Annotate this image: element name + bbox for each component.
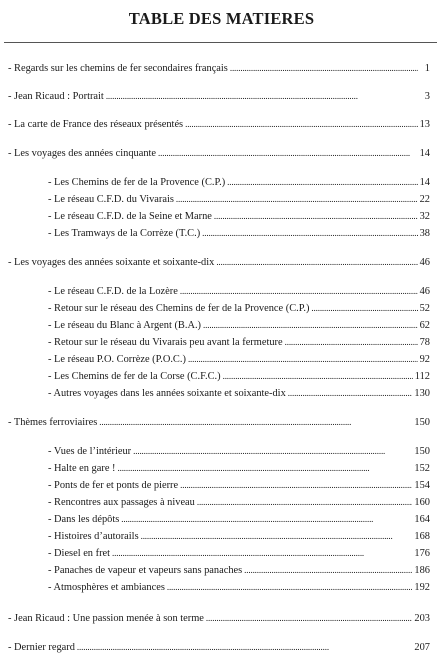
toc-entry: [8, 147, 430, 160]
toc-entry-page: 62: [419, 320, 430, 331]
toc-entry-label: - Panaches de vapeur et vapeurs sans panaches: [48, 565, 243, 576]
toc-entry-page: 154: [414, 480, 430, 491]
leader-dots: [227, 176, 417, 189]
toc-entry-page: 186: [414, 565, 430, 576]
leader-dots: [118, 462, 413, 475]
toc-entry-page: 13: [419, 119, 430, 130]
leader-dots: [197, 496, 413, 509]
leader-dots: [176, 193, 418, 206]
toc-entry-label: - Ponts de fer et ponts de pierre: [48, 480, 179, 491]
toc-entry-label: - Le réseau du Blanc à Argent (B.A.): [48, 320, 202, 331]
leader-dots: [244, 564, 412, 577]
toc-entry: [8, 641, 430, 654]
toc-subentry: [48, 581, 430, 594]
toc-entry-label: - Retour sur le réseau des Chemins de fer de la Provence (C.P.): [48, 303, 310, 314]
page-title: TABLE DES MATIERES: [128, 9, 315, 28]
toc-entry-page: 203: [414, 613, 430, 624]
leader-dots: [214, 210, 418, 223]
toc-entry-label: - Jean Ricaud : Une passion menée à son terme: [8, 613, 204, 624]
leader-dots: [285, 336, 418, 349]
leader-dots: [121, 513, 412, 526]
toc-entry-page: 14: [419, 177, 430, 188]
leader-dots: [230, 62, 418, 75]
toc-entry-page: 38: [419, 228, 430, 239]
toc-subentry: [48, 336, 430, 349]
toc-entry-label: - Le réseau P.O. Corrèze (P.O.C.): [48, 354, 186, 365]
toc-entry-label: - Le réseau C.F.D. de la Seine et Marne: [48, 211, 212, 222]
toc-entry-page: 168: [414, 531, 430, 542]
toc-subentry: [48, 302, 430, 315]
toc-subentry: [48, 210, 430, 223]
leader-dots: [180, 479, 412, 492]
toc-subentry: [48, 387, 430, 400]
leader-dots: [112, 547, 412, 560]
toc-subentry: [48, 353, 430, 366]
leader-dots: [99, 416, 412, 429]
toc-entry: [8, 612, 430, 625]
toc-entry-page: 152: [414, 463, 430, 474]
leader-dots: [223, 370, 413, 383]
toc-entry-page: 14: [419, 148, 430, 159]
title-divider: [4, 42, 437, 43]
toc-entry-page: 160: [414, 497, 430, 508]
leader-dots: [180, 285, 418, 298]
toc-subentry: [48, 479, 430, 492]
leader-dots: [77, 641, 412, 654]
toc-entry-label: - Histoires d’autorails: [48, 531, 139, 542]
leader-dots: [216, 256, 417, 269]
toc-entry-label: - Les voyages des années cinquante: [8, 148, 157, 159]
toc-subentry: [48, 462, 430, 475]
toc-entry-label: - Les Tramways de la Corrèze (T.C.): [48, 228, 201, 239]
toc-subentry: [48, 176, 430, 189]
toc-subentry: [48, 319, 430, 332]
leader-dots: [167, 581, 413, 594]
toc-entry-page: 176: [414, 548, 430, 559]
toc-entry-page: 46: [419, 286, 430, 297]
toc-entry-page: 164: [414, 514, 430, 525]
toc-entry: [8, 256, 430, 269]
toc-entry-label: - Le réseau C.F.D. de la Lozère: [48, 286, 178, 297]
leader-dots: [206, 612, 412, 625]
toc-entry-page: 3: [424, 91, 430, 102]
toc-subentry: [48, 513, 430, 526]
toc-entry-label: - Les voyages des années soixante et soixante-dix: [8, 257, 215, 268]
toc-entry-page: 22: [419, 194, 430, 205]
toc-entry: [8, 416, 430, 429]
toc-entry-page: 1: [424, 63, 430, 74]
leader-dots: [106, 90, 418, 103]
toc-subentry: [48, 227, 430, 240]
leader-dots: [311, 302, 417, 315]
toc-entry-label: - Dans les dépôts: [48, 514, 120, 525]
toc-subentry: [48, 285, 430, 298]
toc-subentry: [48, 370, 430, 383]
toc-entry: [8, 118, 430, 131]
toc-entry-page: 46: [419, 257, 430, 268]
toc-subentry: [48, 496, 430, 509]
leader-dots: [203, 319, 418, 332]
leader-dots: [141, 530, 413, 543]
toc-entry-label: - Les Chemins de fer de la Provence (C.P.): [48, 177, 226, 188]
toc-entry-page: 192: [414, 582, 430, 593]
toc-subentry: [48, 445, 430, 458]
toc-entry-page: 78: [419, 337, 430, 348]
toc-entry-label: - Les Chemins de fer de la Corse (C.F.C.): [48, 371, 221, 382]
toc-entry-label: - Thèmes ferroviaires: [8, 417, 98, 428]
leader-dots: [158, 147, 418, 160]
toc-entry-label: - Retour sur le réseau du Vivarais peu avant la fermeture: [48, 337, 283, 348]
toc-entry-label: - Jean Ricaud : Portrait: [8, 91, 104, 102]
toc-entry: [8, 62, 430, 75]
toc-subentry: [48, 564, 430, 577]
leader-dots: [202, 227, 417, 240]
toc-entry-label: - Atmosphères et ambiances: [48, 582, 165, 593]
toc-entry-page: 150: [414, 417, 430, 428]
toc-entry-label: - Regards sur les chemins de fer secondaires français: [8, 63, 228, 74]
leader-dots: [133, 445, 412, 458]
leader-dots: [288, 387, 413, 400]
toc-entry: [8, 90, 430, 103]
toc-entry-page: 112: [414, 371, 430, 382]
toc-entry-page: 32: [419, 211, 430, 222]
toc-entry-label: - Autres voyages dans les années soixante et soixante-dix: [48, 388, 286, 399]
toc-entry-page: 52: [419, 303, 430, 314]
toc-entry-page: 150: [414, 446, 430, 457]
toc-subentry: [48, 547, 430, 560]
toc-entry-label: - Le réseau C.F.D. du Vivarais: [48, 194, 174, 205]
toc-entry-label: - La carte de France des réseaux présentés: [8, 119, 184, 130]
toc-entry-page: 92: [419, 354, 430, 365]
toc-entry-label: - Vues de l’intérieur: [48, 446, 132, 457]
leader-dots: [185, 118, 418, 131]
toc-entry-page: 130: [414, 388, 430, 399]
toc-subentry: [48, 193, 430, 206]
leader-dots: [188, 353, 418, 366]
toc-entry-label: - Halte en gare !: [48, 463, 116, 474]
toc-subentry: [48, 530, 430, 543]
toc-entry-page: 207: [414, 642, 430, 653]
toc-entry-label: - Diesel en fret: [48, 548, 111, 559]
toc-entry-label: - Rencontres aux passages à niveau: [48, 497, 195, 508]
toc-entry-label: - Dernier regard: [8, 642, 75, 653]
